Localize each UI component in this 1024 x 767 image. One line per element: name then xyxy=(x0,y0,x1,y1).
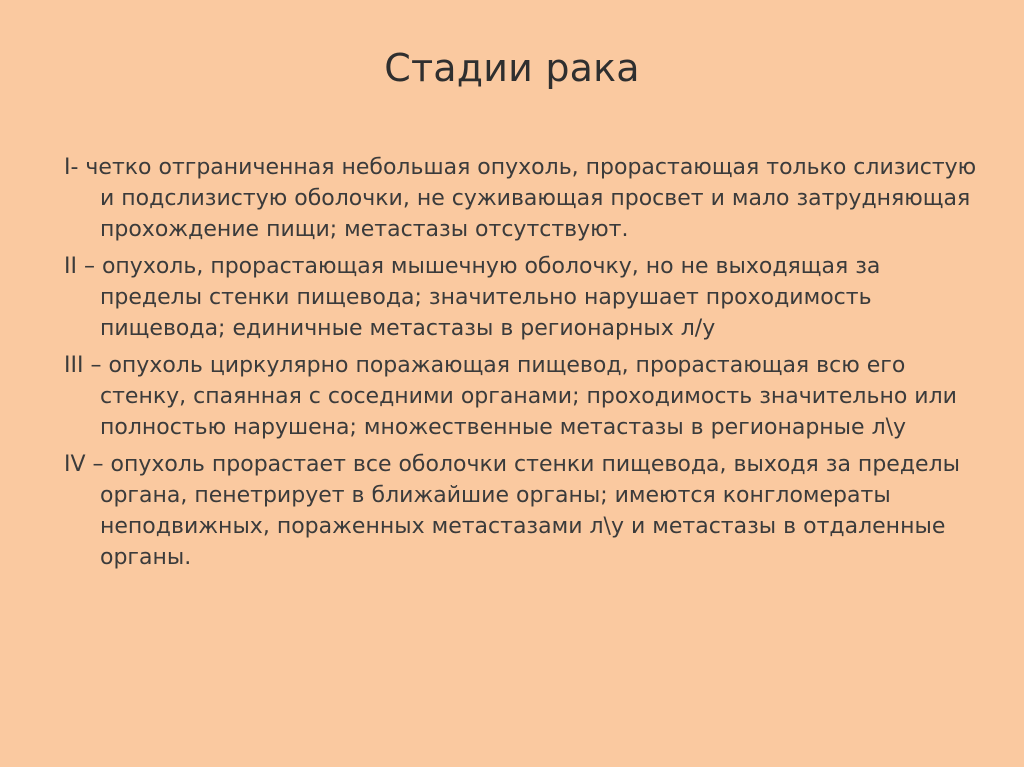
stage-item-4: IV – опухоль прорастает все оболочки стенки пищевода, выходя за пределы органа, пенетрирует в ближайшие органы; имеются конгломераты неподвижных, пораженных метастазами л\у и метастазы в отдаленные органы. xyxy=(64,452,960,570)
stage-item-2: II – опухоль, прорастающая мышечную оболочку, но не выходящая за пределы стенки пищевода; значительно нарушает проходимость пищевода; единичные метастазы в регионарных л/у xyxy=(64,254,881,341)
stage-item-3: III – опухоль циркулярно поражающая пищевод, прорастающая всю его стенку, спаянная с соседними органами; проходимость значительно или полностью нарушена; множественные метастазы в регионарные л\у xyxy=(64,353,957,440)
slide-title: Стадии рака xyxy=(384,46,640,90)
stage-item-1: I- четко отграниченная небольшая опухоль, прорастающая только слизистую и подслизистую оболочки, не суживающая просвет и мало затрудняющая прохождение пищи; метастазы отсутствуют. xyxy=(64,155,977,242)
stage-list xyxy=(64,152,980,579)
